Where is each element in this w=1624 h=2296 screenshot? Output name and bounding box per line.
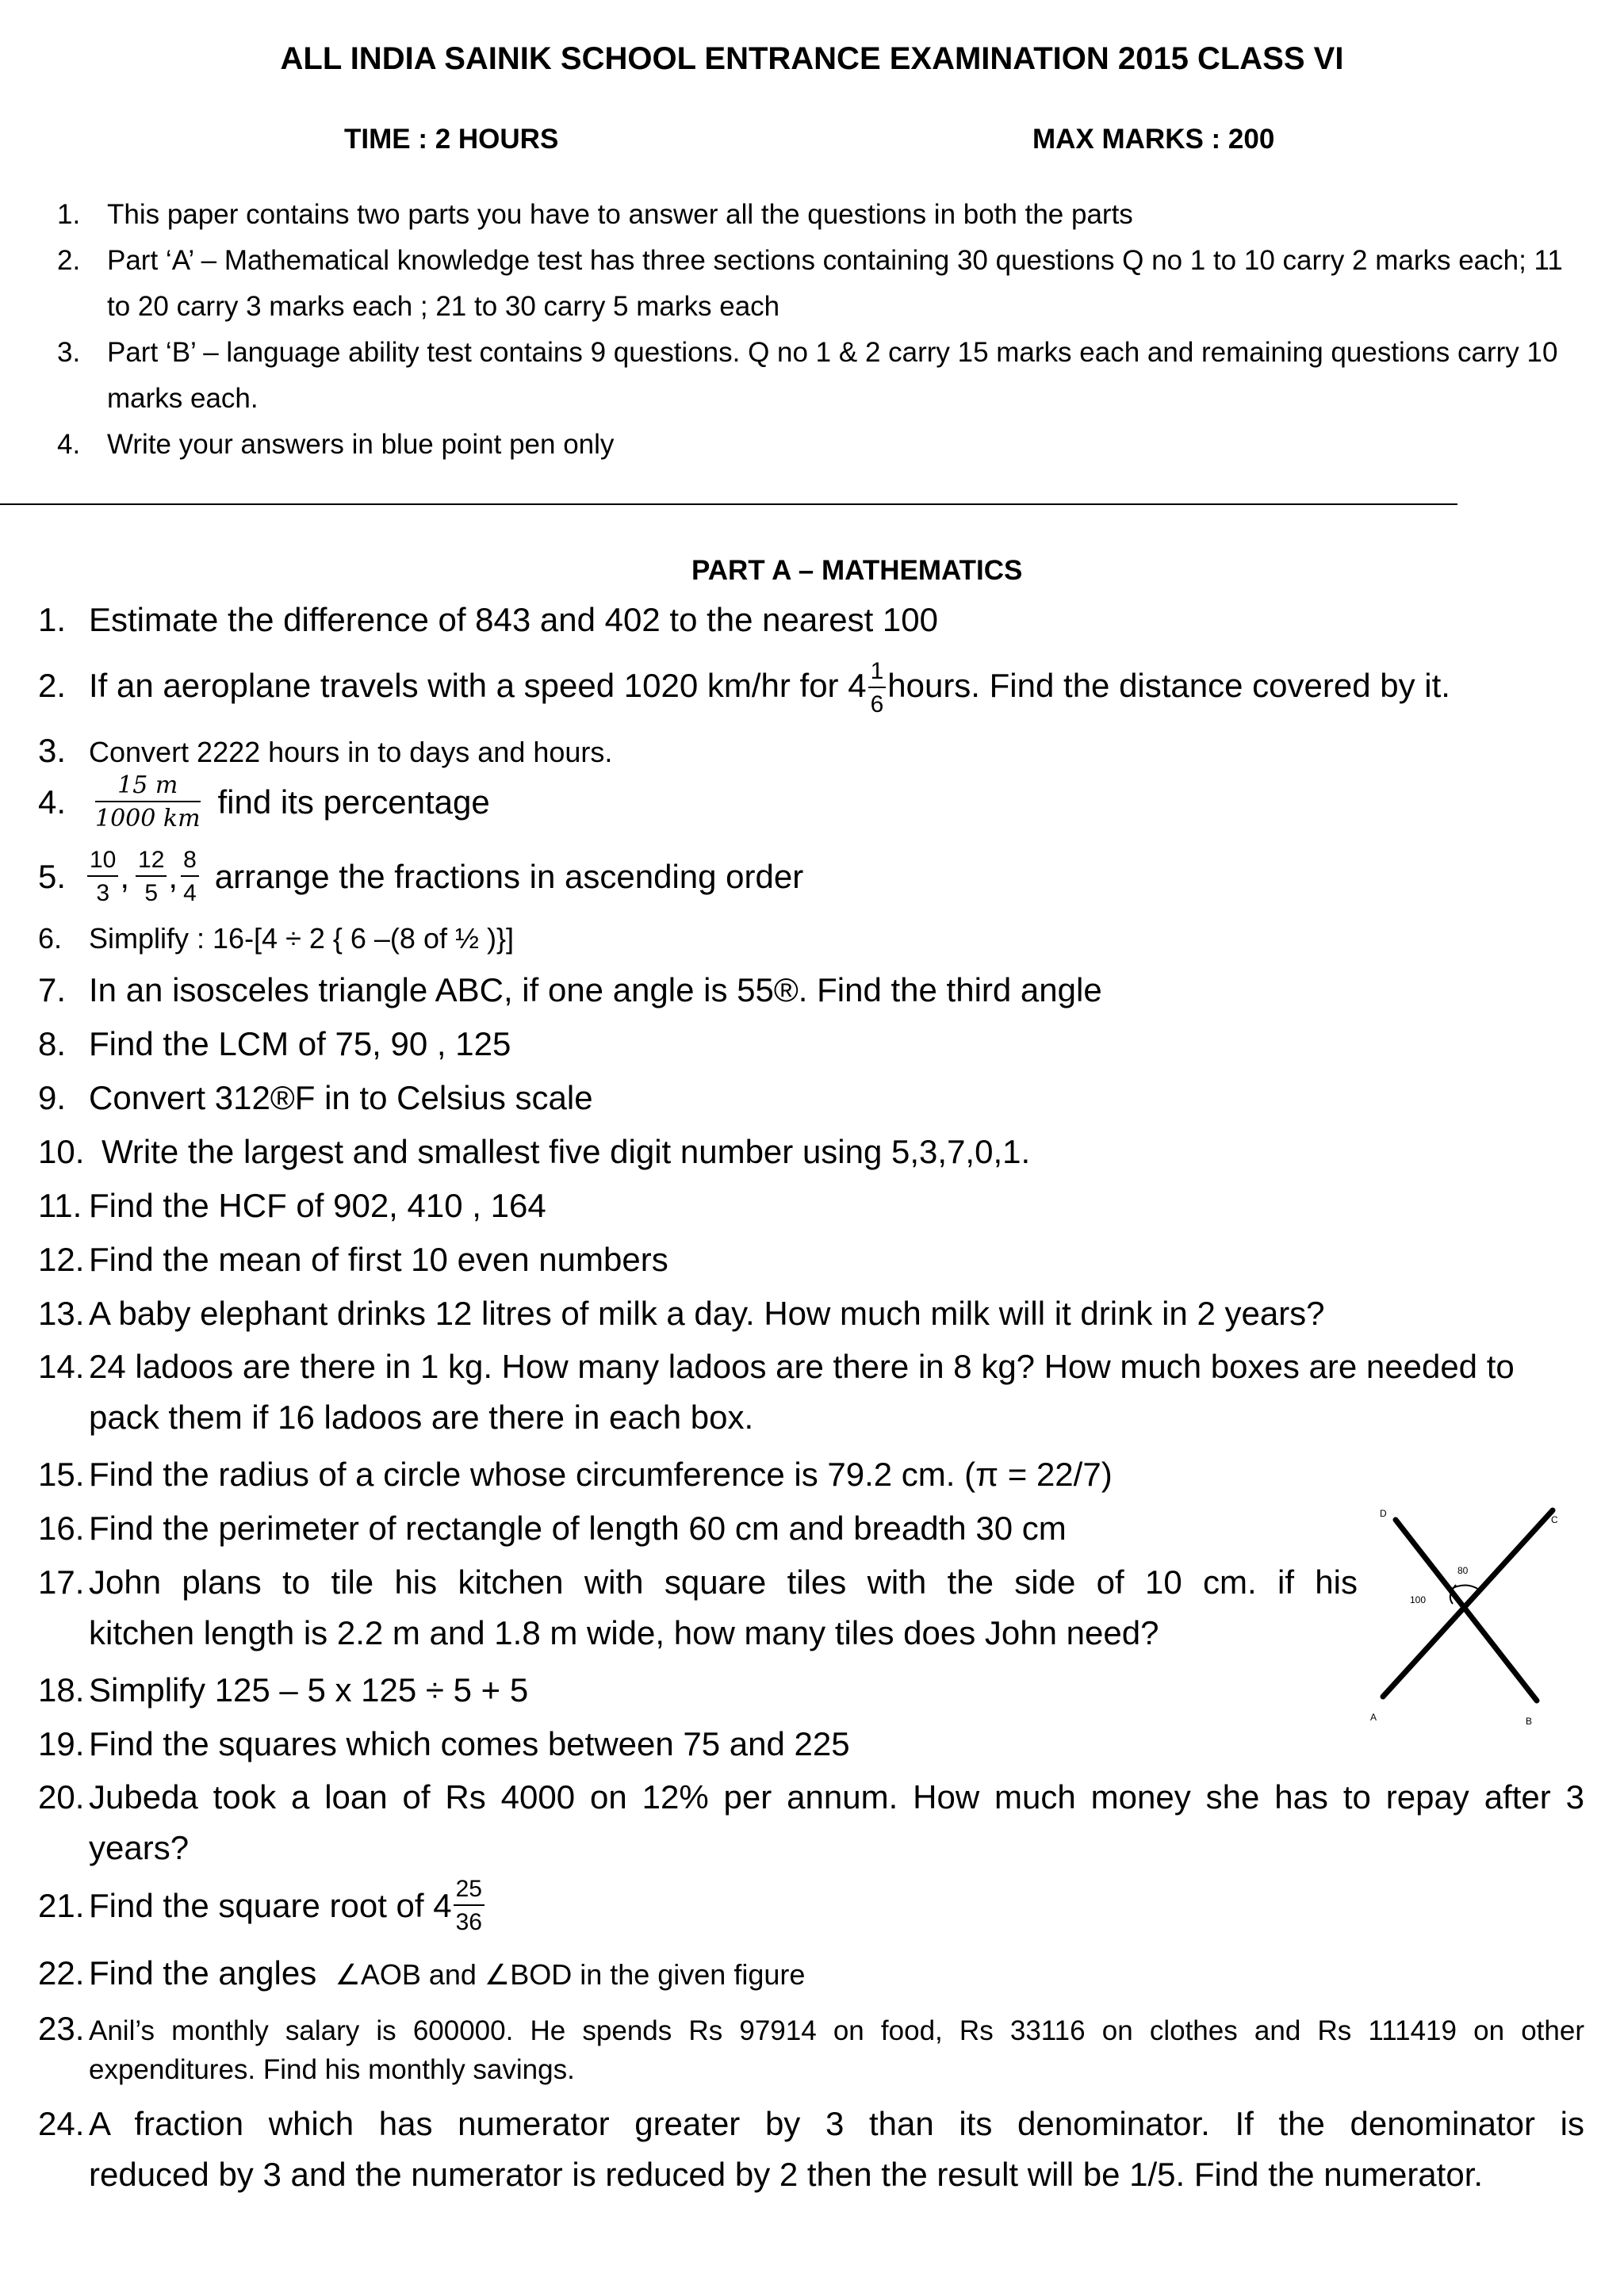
fraction: $\frac{25}{36}$	[454, 1877, 485, 1934]
question-17: 17. John plans to tile his kitchen with square tiles with the side of 10 cm. if his kitchen length is 2.2 m and 1.8 m wide, how many tiles does John need?	[38, 1563, 1358, 1651]
intersecting-lines-figure	[1348, 1502, 1570, 1732]
question-11: 11. Find the HCF of 902, 410 , 164	[38, 1187, 546, 1224]
question-22: 22. Find the angles ∠AOB and ∠BOD in the given figure	[38, 1954, 806, 1992]
question-1: 1. Estimate the difference of 843 and 402 to the nearest 100	[38, 601, 938, 638]
divider-line	[0, 503, 1457, 505]
question-18: 18. Simplify 125 – 5 x 125 ÷ 5 + 5	[38, 1671, 529, 1709]
question-4: 4. $\frac{15 m}{1000 km}$ find its percentage	[38, 771, 490, 832]
fraction: $\frac{10}{3}$	[87, 848, 118, 905]
question-15: 15. Find the radius of a circle whose circumference is 79.2 cm. (π = 22/7)	[38, 1456, 1113, 1493]
question-13: 13. A baby elephant drinks 12 litres of milk a day. How much milk will it drink in 2 years?	[38, 1295, 1325, 1332]
question-6: 6. Simplify : 16-[4 ÷ 2 { 6 –(8 of ½ )}]	[38, 922, 515, 955]
label-d: D	[1380, 1508, 1387, 1519]
instruction-item: 4. Write your answers in blue point pen only	[57, 429, 615, 460]
question-5: 5. $\frac{10}{3}$ , $\frac{12}{5}$ , $\frac{8}{4}$ arrange the fractions in ascending order	[38, 847, 804, 906]
section-title: PART A – MATHEMATICS	[691, 555, 1023, 586]
question-23: 23. Anil’s monthly salary is 600000. He spends Rs 97914 on food, Rs 33116 on clothes and Rs 111419 on other expenditures. Find his monthly savings.	[38, 2010, 1584, 2085]
question-14: 14. 24 ladoos are there in 1 kg. How many ladoos are there in 8 kg? How much boxes are needed to pack them if 16 ladoos are there in each box.	[38, 1348, 1515, 1436]
fraction: $\frac{15 m}{1000 km}$	[95, 771, 201, 832]
question-8: 8. Find the LCM of 75, 90 , 125	[38, 1025, 511, 1062]
question-10: 10. Write the largest and smallest five digit number using 5,3,7,0,1.	[38, 1133, 1031, 1170]
instruction-item: 3. Part ‘B’ – language ability test contains 9 questions. Q no 1 & 2 carry 15 marks each and remaining questions carry 10 marks each.	[57, 337, 1558, 414]
question-3: 3. Convert 2222 hours in to days and hours.	[38, 732, 613, 769]
question-19: 19. Find the squares which comes between 75 and 225	[38, 1725, 850, 1762]
question-20: 20. Jubeda took a loan of Rs 4000 on 12% per annum. How much money she has to repay after 3 years?	[38, 1778, 1584, 1866]
time-label: TIME : 2 HOURS	[344, 124, 559, 155]
exam-title: ALL INDIA SAINIK SCHOOL ENTRANCE EXAMINATION 2015 CLASS VI	[280, 41, 1344, 76]
instruction-item: 1. This paper contains two parts you have to answer all the questions in both the parts	[57, 199, 1133, 230]
label-c: C	[1551, 1514, 1558, 1525]
instructions-list	[52, 192, 1583, 468]
question-9: 9. Convert 312®F in to Celsius scale	[38, 1079, 593, 1116]
question-7: 7. In an isosceles triangle ABC, if one angle is 55®. Find the third angle	[38, 971, 1102, 1008]
angle-label-80: 80	[1457, 1565, 1469, 1576]
fraction: $\frac{8}{4}$	[181, 848, 199, 905]
instruction-item: 2. Part ‘A’ – Mathematical knowledge test has three sections containing 30 questions Q no 1 to 10 carry 2 marks each; 11 to 20 carry 3 marks each ; 21 to 30 carry 5 marks each	[57, 245, 1563, 322]
question-21: 21. Find the square root of 4 $\frac{25}{36}$	[38, 1877, 486, 1934]
question-24: 24. A fraction which has numerator greater by 3 than its denominator. If the denominator is reduced by 3 and the numerator is reduced by 2 then the result will be 1/5. Find the numerator.	[38, 2105, 1584, 2193]
label-b: B	[1526, 1716, 1533, 1727]
angle-label-100: 100	[1410, 1594, 1427, 1605]
max-marks-label: MAX MARKS : 200	[1032, 124, 1275, 155]
fraction: $\frac{12}{5}$	[136, 848, 167, 905]
question-16: 16. Find the perimeter of rectangle of length 60 cm and breadth 30 cm	[38, 1510, 1067, 1547]
intersecting-lines-diagram	[1348, 1502, 1570, 1732]
fraction: $\frac{1}{6}$	[868, 660, 887, 717]
label-a: A	[1370, 1712, 1377, 1723]
question-2: 2. If an aeroplane travels with a speed 1020 km/hr for 4 $\frac{1}{6}$ hours. Find the distance covered by it.	[38, 658, 1450, 718]
question-12: 12. Find the mean of first 10 even numbers	[38, 1241, 668, 1278]
